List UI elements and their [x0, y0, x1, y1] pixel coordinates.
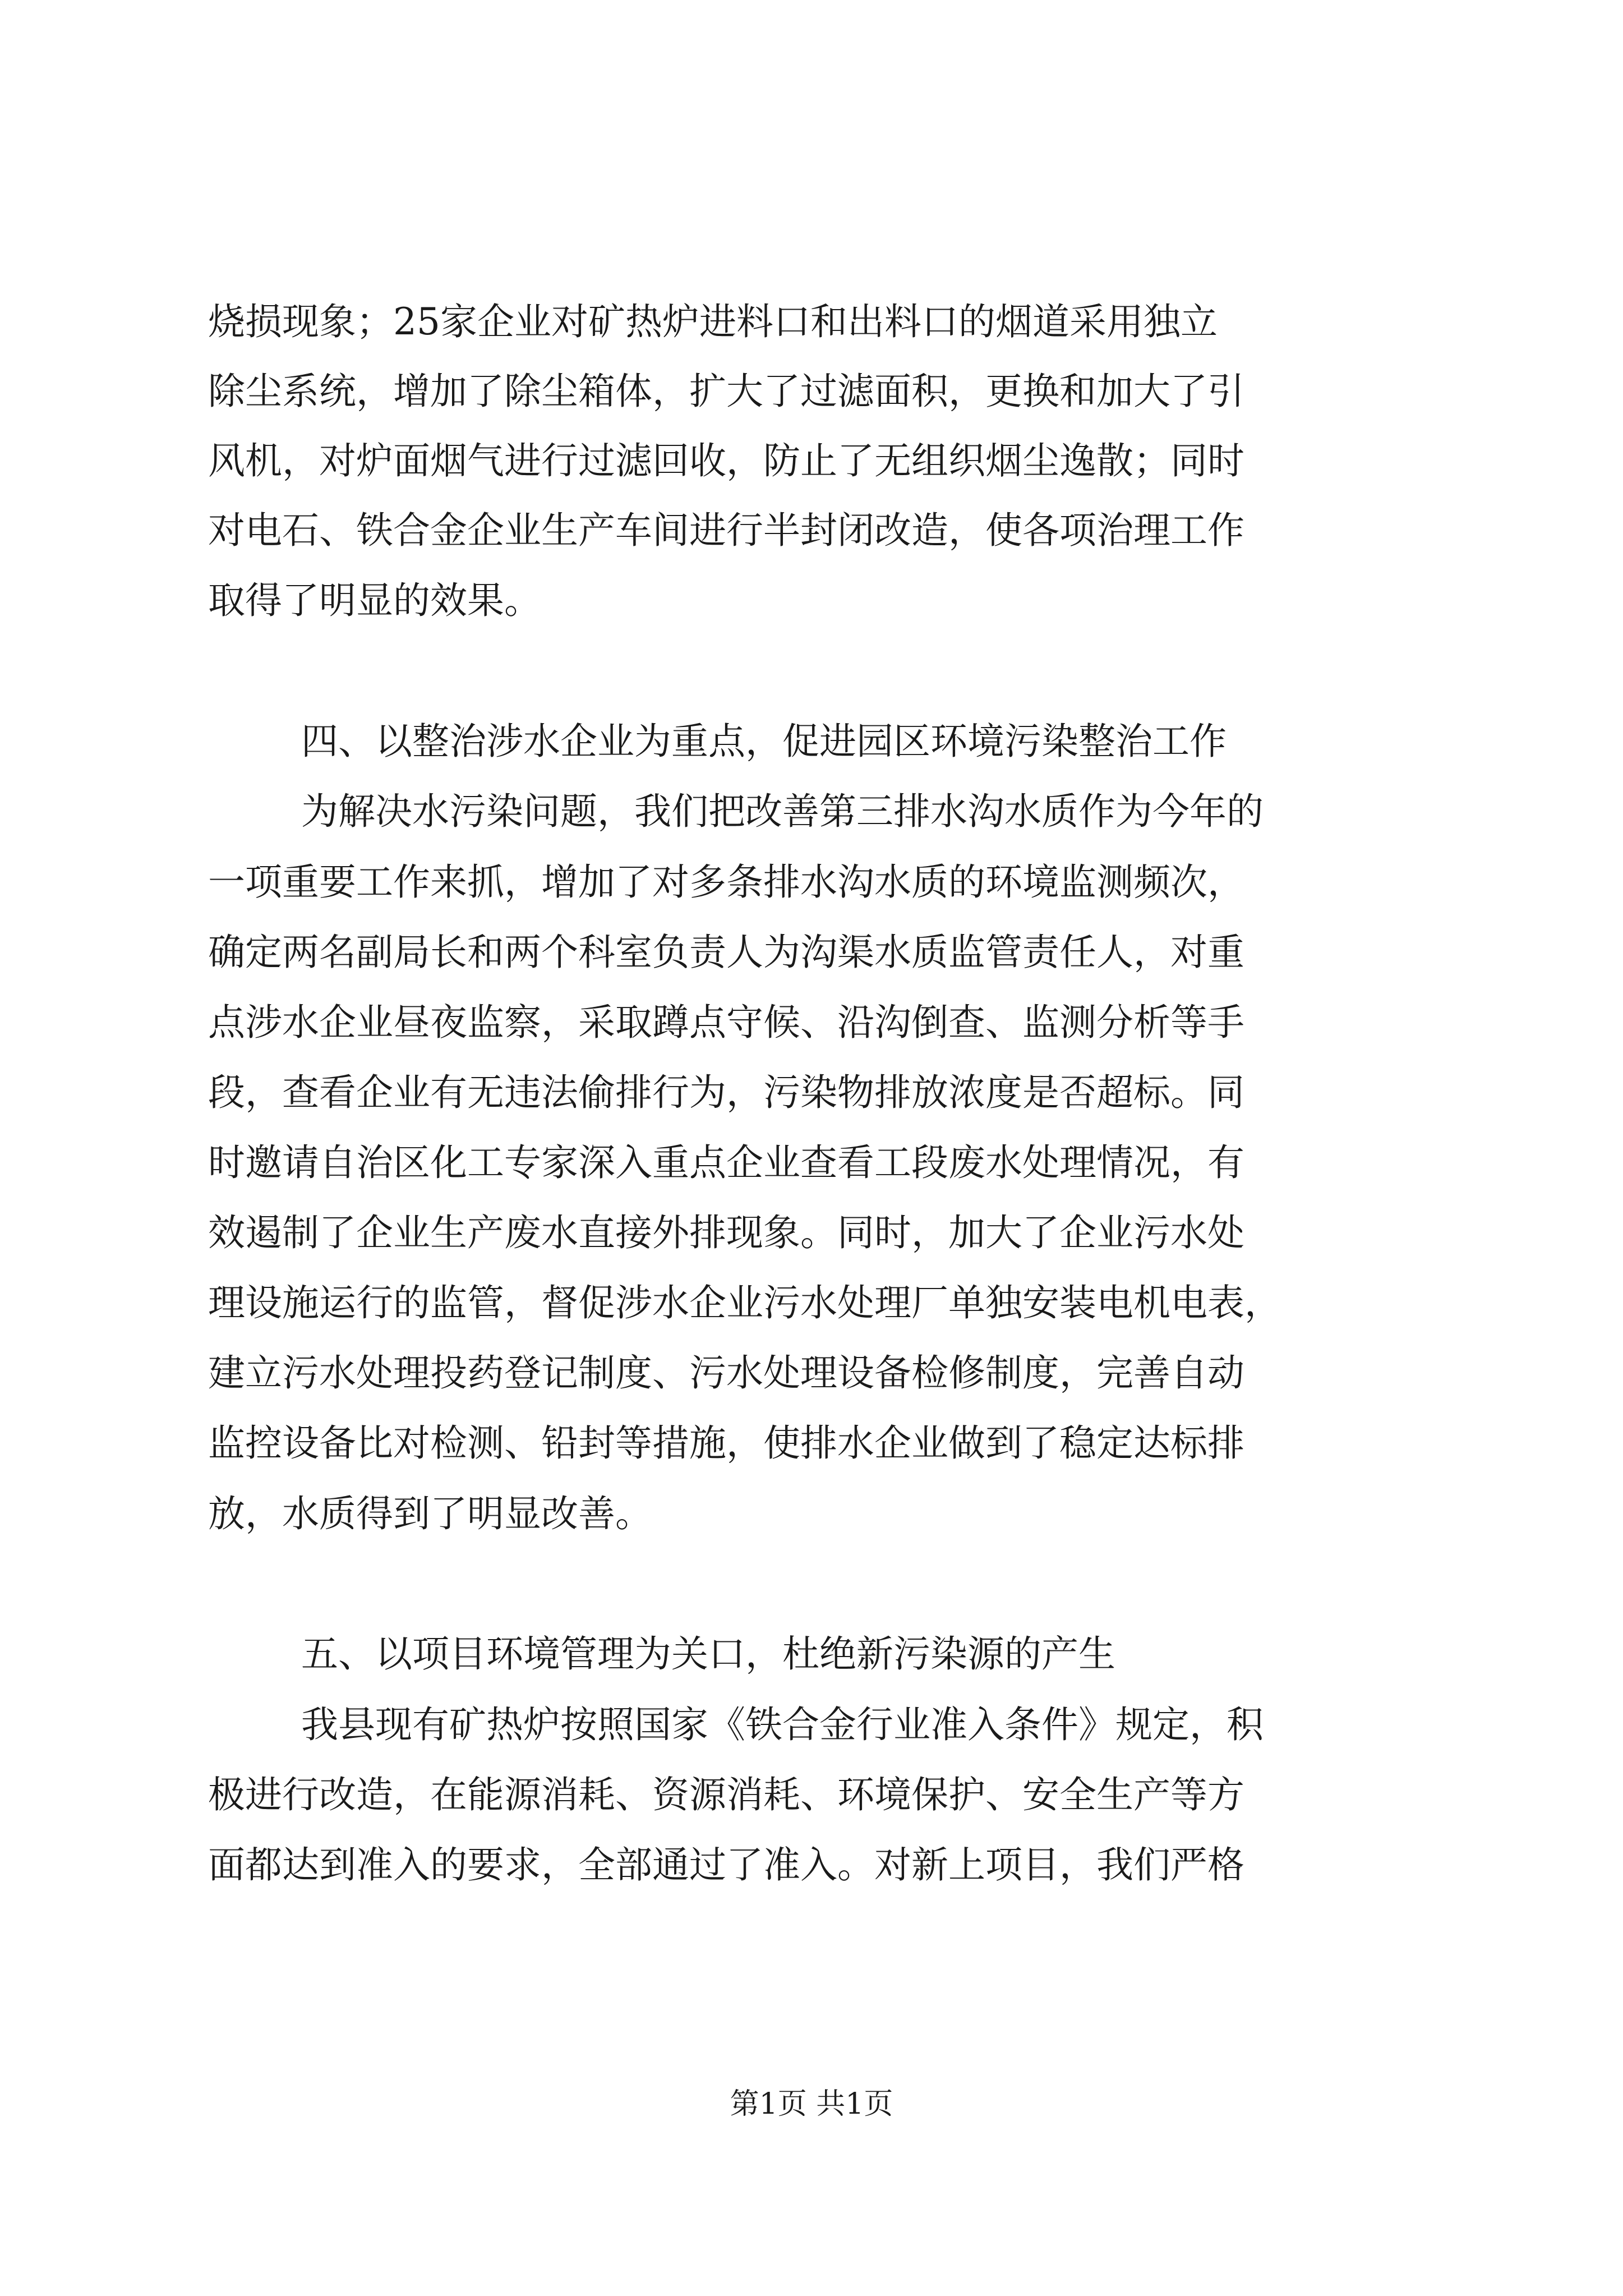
text-line: 理设施运行的监管，督促涉水企业污水处理厂单独安装电机电表， [208, 1281, 1281, 1324]
text-line: 我县现有矿热炉按照国家《铁合金行业准入条件》规定，积 [301, 1703, 1264, 1746]
text-line: 建立污水处理投药登记制度、污水处理设备检修制度，完善自动 [208, 1351, 1244, 1395]
text-line: 一项重要工作来抓，增加了对多条排水沟水质的环境监测频次， [208, 861, 1244, 904]
text-line: 对电石、铁合金企业生产车间进行半封闭改造，使各项治理工作 [208, 509, 1244, 552]
text-line: 为解决水污染问题，我们把改善第三排水沟水质作为今年的 [301, 790, 1264, 833]
text-line: 确定两名副局长和两个科室负责人为沟渠水质监管责任人，对重 [208, 931, 1244, 974]
text-line: 面都达到准入的要求，全部通过了准入。对新上项目，我们严格 [208, 1843, 1244, 1887]
text-line: 放，水质得到了明显改善。 [208, 1492, 652, 1535]
text-line: 监控设备比对检测、铅封等措施，使排水企业做到了稳定达标排 [208, 1421, 1244, 1465]
text-line: 风机，对炉面烟气进行过滤回收，防止了无组织烟尘逸散；同时 [208, 439, 1244, 482]
text-line: 取得了明显的效果。 [208, 579, 541, 622]
text-line: 效遏制了企业生产废水直接外排现象。同时，加大了企业污水处 [208, 1211, 1244, 1254]
section-heading: 五、以项目环境管理为关口，杜绝新污染源的产生 [301, 1632, 1115, 1676]
section-heading: 四、以整治涉水企业为重点，促进园区环境污染整治工作 [301, 720, 1227, 763]
text-line: 烧损现象；25家企业对矿热炉进料口和出料口的烟道采用独立 [208, 300, 1218, 343]
text-line: 时邀请自治区化工专家深入重点企业查看工段废水处理情况，有 [208, 1141, 1244, 1184]
text-line: 段，查看企业有无违法偷排行为，污染物排放浓度是否超标。同 [208, 1071, 1244, 1114]
text-line: 极进行改造，在能源消耗、资源消耗、环境保护、安全生产等方 [208, 1773, 1244, 1816]
page-footer: 第1页 共1页 [730, 2087, 893, 2121]
text-line: 点涉水企业昼夜监察，采取蹲点守候、沿沟倒查、监测分析等手 [208, 1001, 1244, 1044]
text-line: 除尘系统，增加了除尘箱体，扩大了过滤面积，更换和加大了引 [208, 370, 1244, 413]
